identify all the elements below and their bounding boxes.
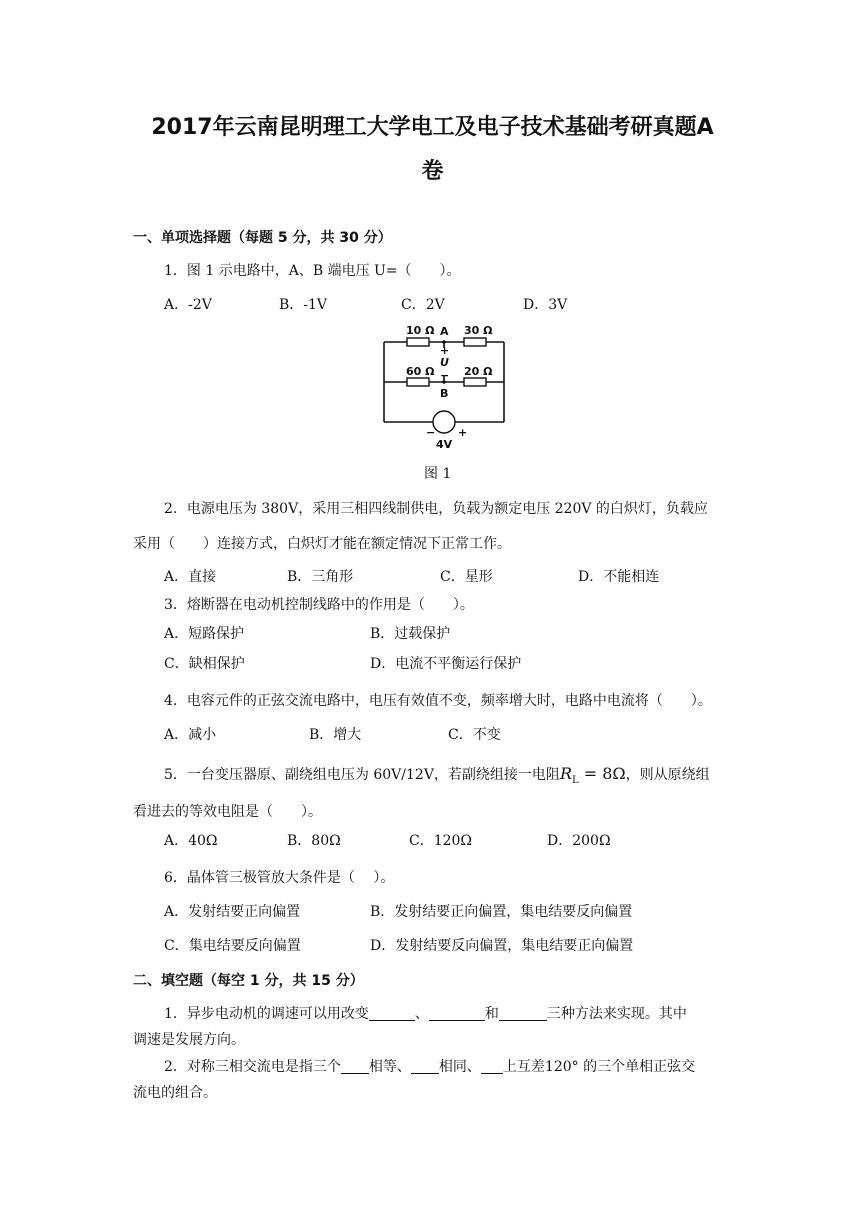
fill-q2-blank-2[interactable] [411,1059,439,1074]
u-label: U [440,356,449,369]
q2-option-c: C．星形 [440,569,493,585]
question-4-text: 4．电容元件的正弦交流电路中，电压有效值不变，频率增大时，电路中电流将（ ）。 [164,693,712,709]
figure-1-caption: 图 1 [424,466,452,482]
q5-option-b: B．80Ω [287,833,341,849]
label-r2: 30 Ω [464,324,493,337]
fill-q2-part-d: 上互差120° 的三个单相正弦交 [502,1059,696,1075]
u-plus-label: + [440,344,450,357]
circuit-figure-1 [378,322,528,452]
question-2-line1: 2．电源电压为 380V，采用三相四线制供电，负载为额定电压 220V 的白炽灯，负载应 [164,501,708,517]
voltage-source [433,411,455,433]
q1-option-c: C．2V [401,297,445,313]
fill-question-2-line2: 流电的组合。 [133,1085,217,1101]
fill-question-2-line1 [164,1058,695,1076]
fill-q2-part-c: 相同、 [438,1059,481,1075]
label-r4: 20 Ω [464,365,493,378]
q4-option-c: C．不变 [448,727,501,743]
fill-q2-part-b: 相等、 [368,1059,411,1075]
q6-option-d: D．发射结要反向偏置，集电结要正向偏置 [370,938,634,954]
section-heading-choice: 一、单项选择题（每题 5 分，共 30 分） [133,230,392,246]
source-value-label: 4V [436,438,453,451]
fill-q2-blank-1[interactable] [341,1059,369,1074]
label-r3: 60 Ω [406,365,435,378]
resistor-30 [464,338,486,346]
fill-q1-blank-3[interactable] [499,1006,547,1021]
question-3-text: 3．熔断器在电动机控制线路中的作用是（ ）。 [164,597,474,613]
q2-option-a: A．直接 [164,569,217,585]
q5-math-r: R [559,764,572,783]
fill-q1-part-a: 1．异步电动机的调速可以用改变 [164,1006,369,1022]
fill-q1-blank-2[interactable] [429,1006,485,1021]
u-minus-label: − [440,369,450,382]
q3-option-c: C．缺相保护 [164,656,245,672]
resistor-60 [407,378,429,386]
q3-option-b: B．过载保护 [370,626,451,642]
q5-resistance-formula [559,764,626,787]
question-1-text: 1．图 1 示电路中，A、B 端电压 U=（ ）。 [164,263,461,279]
fill-q1-part-b: 、 [414,1006,429,1022]
q2-option-d: D．不能相连 [578,569,660,585]
source-minus-label: − [426,426,436,439]
q5-math-eq: = 8Ω [578,764,626,783]
fill-question-1-line1 [164,1005,687,1023]
q5-text-end: ，则从原绕组 [625,767,710,783]
q5-option-a: A．40Ω [164,833,218,849]
q2-option-b: B．三角形 [287,569,354,585]
page-title: 2017年云南昆明理工大学电工及电子技术基础考研真题A [151,115,714,140]
q5-text-start: 5．一台变压器原、副绕组电压为 60V/12V，若副绕组接一电阻 [164,767,560,783]
section-heading-fill-blank: 二、填空题（每空 1 分，共 15 分） [133,973,364,989]
q5-option-c: C．120Ω [409,833,473,849]
question-6-text: 6．晶体管三极管放大条件是（ ）。 [164,870,395,886]
q6-option-b: B．发射结要正向偏置，集电结要反向偏置 [370,904,633,920]
q1-option-a: A．-2V [164,297,212,313]
q5-math-sub: L [571,775,579,787]
fill-q1-part-d: 三种方法来实现。其中 [546,1006,687,1022]
q3-option-d: D．电流不平衡运行保护 [370,656,522,672]
node-a-label: A [440,325,449,338]
fill-q2-part-a: 2．对称三相交流电是指三个 [164,1059,341,1075]
source-plus-label: + [458,426,468,439]
question-5-line1 [164,765,710,790]
q1-option-d: D．3V [523,297,568,313]
fill-q1-blank-1[interactable] [369,1006,415,1021]
q6-option-c: C．集电结要反向偏置 [164,938,301,954]
q1-option-b: B．-1V [279,297,328,313]
resistor-20 [464,378,486,386]
node-b-label: B [440,387,449,400]
label-r1: 10 Ω [406,324,435,337]
question-2-line2: 采用（ ）连接方式，白炽灯才能在额定情况下正常工作。 [133,536,511,552]
q4-option-a: A．减小 [164,727,217,743]
fill-q2-blank-3[interactable] [481,1059,503,1074]
q4-option-b: B．增大 [309,727,362,743]
resistor-10 [407,338,429,346]
q3-option-a: A．短路保护 [164,626,245,642]
q6-option-a: A．发射结要正向偏置 [164,904,301,920]
fill-question-1-line2: 调速是发展方向。 [133,1032,245,1048]
fill-q1-part-c: 和 [484,1006,499,1022]
question-5-line2: 看进去的等效电阻是（ ）。 [133,804,322,820]
q5-option-d: D．200Ω [547,833,611,849]
page-title-continuation: 卷 [421,159,444,184]
